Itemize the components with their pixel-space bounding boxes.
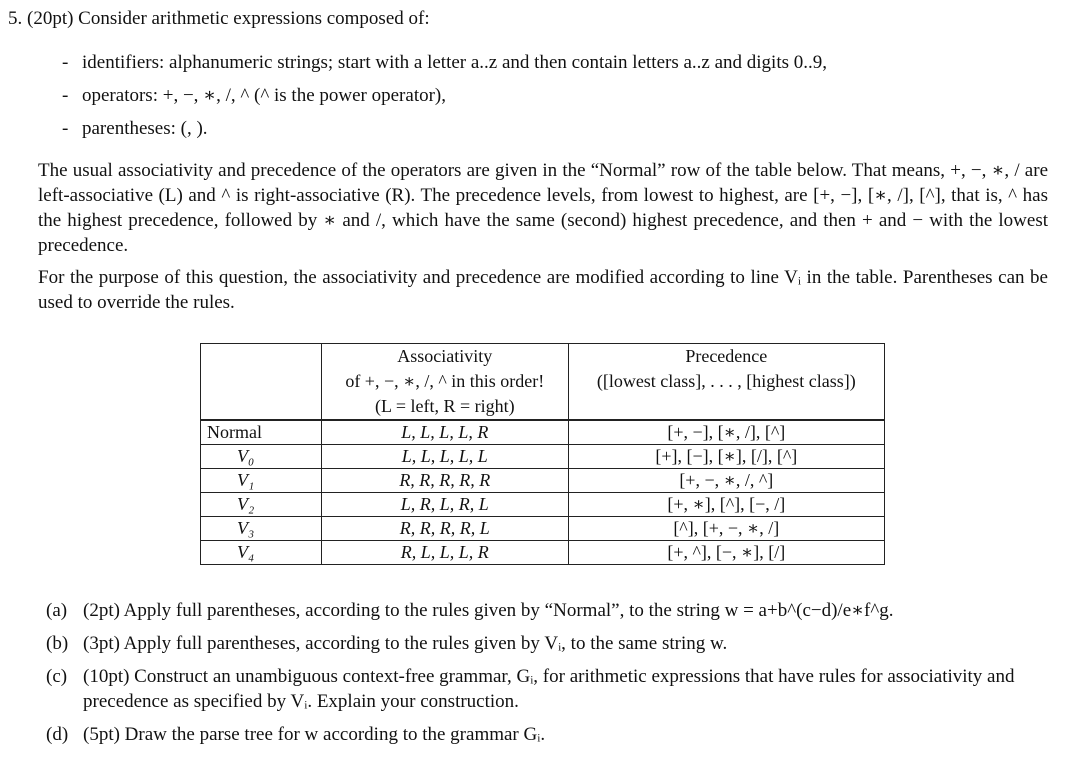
table-row — [201, 493, 885, 517]
table-row — [201, 541, 885, 565]
table-row — [201, 445, 885, 469]
prec-header-line-2: ([lowest class], . . . , [highest class]) — [596, 371, 856, 391]
row-name: V₁ — [201, 469, 322, 493]
sub-questions — [46, 598, 1056, 755]
part-text: (5pt) Draw the parse tree for w according to the grammar Gᵢ. — [83, 724, 546, 745]
part-a — [46, 598, 1056, 623]
table-header-row — [201, 344, 885, 421]
part-label: (b) — [46, 633, 69, 654]
part-label: (a) — [46, 600, 68, 621]
row-associativity: L, L, L, L, R — [322, 420, 569, 445]
part-label: (d) — [46, 724, 69, 745]
assoc-header-line-2: of +, −, ∗, /, ^ in this order! — [345, 371, 545, 391]
row-associativity: R, R, R, R, R — [322, 469, 569, 493]
table-row — [201, 469, 885, 493]
empty-corner-cell — [201, 344, 322, 421]
assoc-header-line-1: Associativity — [397, 346, 493, 366]
row-precedence: [+, ^], [−, ∗], [/] — [568, 541, 884, 565]
row-name: Normal — [201, 420, 322, 445]
table-row — [201, 420, 885, 445]
row-precedence: [+, −, ∗, /, ^] — [568, 469, 884, 493]
row-name: V₀ — [201, 445, 322, 469]
part-label: (c) — [46, 666, 68, 687]
row-name: V₂ — [201, 493, 322, 517]
part-d — [46, 722, 1056, 747]
table-row — [201, 517, 885, 541]
precedence-header — [568, 344, 884, 421]
row-precedence: [+, ∗], [^], [−, /] — [568, 493, 884, 517]
row-precedence: [+, −], [∗, /], [^] — [568, 420, 884, 445]
paragraph-normal-rules: The usual associativity and precedence of the operators are given in the “Normal” row of the table below. That means, +, −, ∗, / are left-associative (L) and ^ is right-associative (R). The precedence levels, from lowest to highest, are [+, −], [∗, /], [^], that is, ^ has the highest precedence, followed by ∗ and /, which have the same (second) highest precedence, and then + and − with the lowest precedence. — [38, 160, 1048, 256]
prec-header-line-1: Precedence — [685, 346, 768, 366]
row-name: V₄ — [201, 541, 322, 565]
row-precedence: [^], [+, −, ∗, /] — [568, 517, 884, 541]
part-c — [46, 664, 1056, 714]
bullet-operators: - operators: +, −, ∗, /, ^ (^ is the power operator), — [62, 83, 827, 116]
row-associativity: R, L, L, L, R — [322, 541, 569, 565]
bullet-identifiers: - identifiers: alphanumeric strings; start with a letter a..z and then contain letters a..z and digits 0..9, — [62, 50, 827, 83]
part-text: (3pt) Apply full parentheses, according to the rules given by Vᵢ, to the same string w. — [83, 633, 728, 654]
part-text: (2pt) Apply full parentheses, according to the rules given by “Normal”, to the string w = a+b^(c−d)/e∗f^g. — [83, 600, 894, 621]
row-associativity: L, R, L, R, L — [322, 493, 569, 517]
component-list — [62, 50, 827, 149]
part-b — [46, 631, 1056, 656]
associativity-header — [322, 344, 569, 421]
part-text: (10pt) Construct an unambiguous context-free grammar, Gᵢ, for arithmetic expressions that have rules for associativity and precedence as specified by Vᵢ. Explain your construction. — [83, 666, 1015, 712]
assoc-header-line-3: (L = left, R = right) — [375, 396, 515, 416]
bullet-parentheses: - parentheses: (, ). — [62, 116, 827, 149]
row-name: V₃ — [201, 517, 322, 541]
row-associativity: L, L, L, L, L — [322, 445, 569, 469]
row-associativity: R, R, R, R, L — [322, 517, 569, 541]
associativity-precedence-table — [200, 343, 885, 565]
question-header: 5. (20pt) Consider arithmetic expressions composed of: — [8, 8, 430, 29]
paragraph-modified-rules: For the purpose of this question, the associativity and precedence are modified according to line Vᵢ in the table. Parentheses can be used to override the rules. — [38, 267, 1048, 313]
row-precedence: [+], [−], [∗], [/], [^] — [568, 445, 884, 469]
